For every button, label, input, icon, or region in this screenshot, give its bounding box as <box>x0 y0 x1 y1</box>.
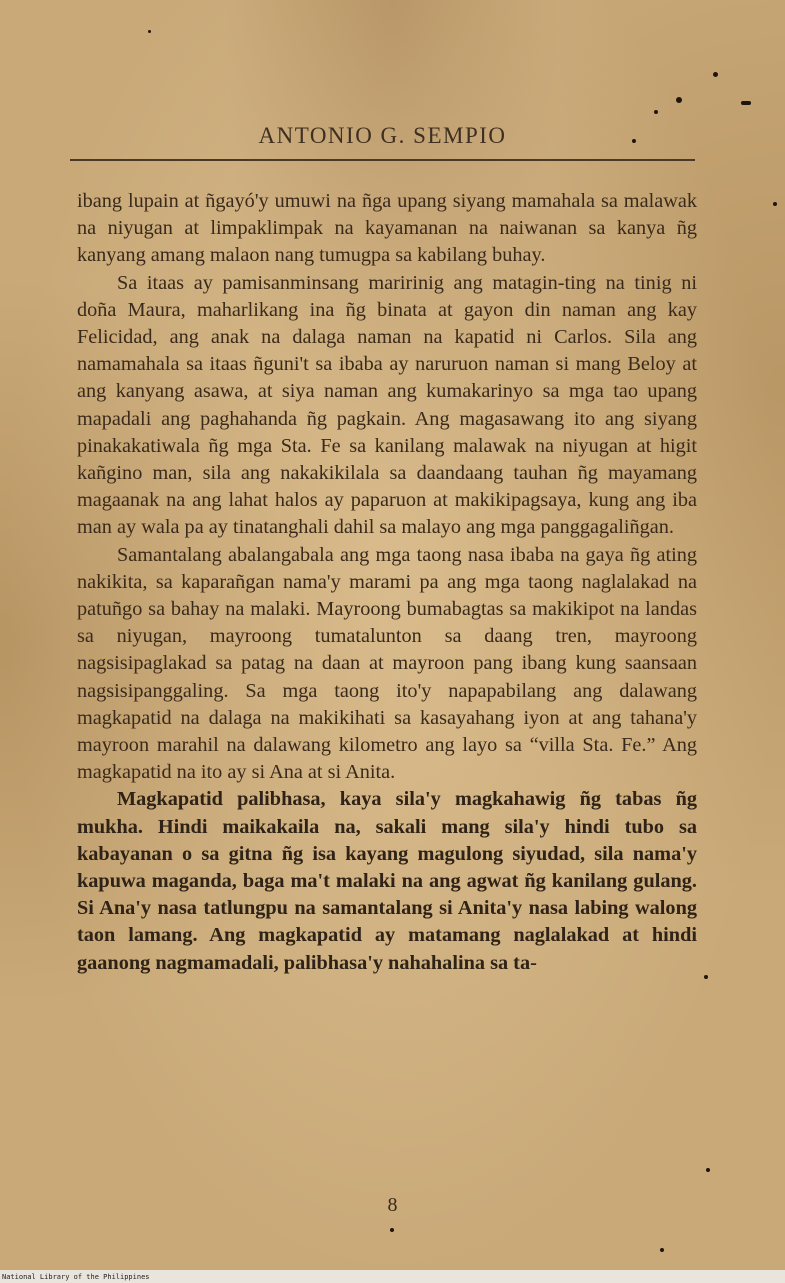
ink-speck <box>148 30 151 33</box>
ink-speck <box>704 975 708 979</box>
paragraph-samantalang: Samantalang abalangabala ang mga taong nasa ibaba na gaya ñg ating nakikita, sa kaparañgan nama'y marami pa ang mga taong naglalakad na patuñgo sa bahay na malaki. Mayroong bumabagtas sa makikipot na landas sa niyugan, mayroong tumatalunton sa daang tren, mayroong nagsisipaglakad sa patag na daan at mayroon pang ibang kung saansaan nagsisipanggaling. Sa mga taong ito'y napapabilang ang dalawang magkapatid na dalaga na makikihati sa kasayahang iyon at ang tahana'y mayroon marahil na dalawang kilometro ang layo sa “villa Sta. Fe.” Ang magkapatid na ito ay si Ana at si Anita. <box>77 543 697 784</box>
ink-speck <box>632 139 636 143</box>
page-number: 8 <box>387 1194 398 1216</box>
body-text <box>77 188 697 977</box>
ink-speck <box>660 1248 664 1252</box>
paragraph-continuation: ibang lupain at ñgayó'y umuwi na ñga upang siyang mamahala sa malawak na niyugan at limpaklimpak na kayamanan na naiwanan sa kanya ñg kanyang amang malaon nang tumugpa sa kabilang buhay. <box>77 190 697 267</box>
running-header: ANTONIO G. SEMPIO <box>258 123 507 148</box>
header-rule <box>70 159 695 161</box>
ink-speck <box>713 72 718 77</box>
ink-speck <box>390 1228 394 1232</box>
ink-speck <box>741 101 751 105</box>
paragraph-itaas: Sa itaas ay pamisanminsang maririnig ang matagin-ting na tinig ni doña Maura, maharlikang ina ñg binata at gayon din naman ang kay Felicidad, ang anak na dalaga naman na kapatid ni Carlos. Sila ang namamahala sa itaas ñguni't sa ibaba ay naruruon naman si mang Beloy at ang kanyang asawa, at siya naman ang kumakarinyo sa mga tao upang mapadali ang paghahanda ñg pagkain. Ang magasawang ito ang siyang pinakakatiwala ñg mga Sta. Fe sa kanilang malawak na niyugan at higit kañgino man, sila ang nakakikilala sa daandaang tauhan ñg mayamang magaanak na ang lahat halos ay paparuon at makikipagsaya, kung ang iba man ay wala pa ay tinatanghali dahil sa malayo ang mga panggagaliñgan. <box>77 271 697 539</box>
scan-credit: National Library of the Philippines <box>2 1273 150 1281</box>
ink-speck <box>676 97 682 103</box>
ink-speck <box>773 202 777 206</box>
ink-speck <box>654 110 658 114</box>
paragraph-magkapatid: Magkapatid palibhasa, kaya sila'y magkahawig ñg tabas ñg mukha. Hindi maikakaila na, sakali mang sila'y hindi tubo sa kabayanan o sa gitna ñg isa kayang magulong siyudad, sila nama'y kapuwa maganda, baga ma't malaki na ang agwat ñg kanilang gulang. Si Ana'y nasa tatlungpu na samantalang si Anita'y nasa labing walong taon lamang. Ang magkapatid ay matamang naglalakad at hindi gaanong nagmamadali, palibhasa'y nahahalina sa ta- <box>77 788 697 974</box>
ink-speck <box>706 1168 710 1172</box>
